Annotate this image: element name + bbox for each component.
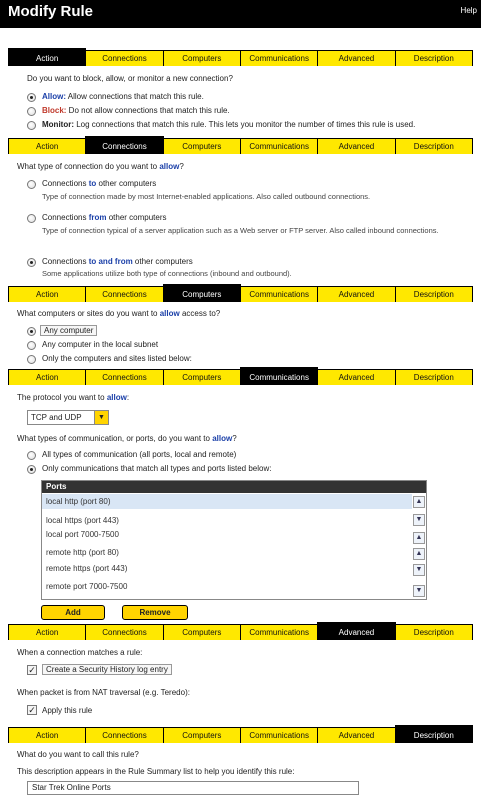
protocol-question: The protocol you want to allow: — [17, 393, 130, 402]
tab-communications[interactable]: Communications — [240, 138, 318, 154]
tab-communications[interactable]: Communications — [240, 367, 318, 385]
tab-description[interactable]: Description — [395, 138, 473, 154]
listed-ports-radio[interactable] — [27, 465, 36, 474]
conn-to-option: Connections to other computers — [42, 179, 157, 188]
advanced-match-question: When a connection matches a rule: — [17, 648, 143, 657]
scroll-up-icon[interactable]: ▲ — [413, 496, 425, 508]
title-bar — [0, 0, 481, 28]
tab-advanced[interactable]: Advanced — [317, 622, 395, 640]
tab-advanced[interactable]: Advanced — [317, 286, 395, 302]
log-entry-checkbox[interactable]: ✓ — [28, 665, 36, 675]
scroll-down-icon[interactable]: ▼ — [413, 585, 425, 597]
conn-to-desc: Type of connection made by most Internet-enabled applications. Also called outbound connections. — [42, 192, 371, 201]
local-subnet-option: Any computer in the local subnet — [42, 340, 159, 349]
any-computer-radio[interactable] — [27, 327, 36, 336]
tab-computers[interactable]: Computers — [163, 50, 241, 66]
local-subnet-radio[interactable] — [27, 341, 36, 350]
tab-computers[interactable]: Computers — [163, 624, 241, 640]
tab-advanced[interactable]: Advanced — [317, 50, 395, 66]
scroll-down-icon[interactable]: ▼ — [413, 564, 425, 576]
port-row[interactable]: local https (port 443) — [46, 516, 119, 525]
tab-connections[interactable]: Connections — [85, 286, 163, 302]
any-computer-option: Any computer — [40, 325, 97, 336]
tab-bar-computers — [8, 286, 473, 302]
tab-bar-communications — [8, 369, 473, 385]
conn-both-radio[interactable] — [27, 258, 36, 267]
description-question: What do you want to call this rule? — [17, 750, 139, 759]
tab-computers[interactable]: Computers — [163, 138, 241, 154]
tab-communications[interactable]: Communications — [240, 286, 318, 302]
conn-both-desc: Some applications utilize both type of connections (inbound and outbound). — [42, 269, 292, 278]
tab-advanced[interactable]: Advanced — [317, 138, 395, 154]
conn-from-option: Connections from other computers — [42, 213, 167, 222]
nat-question: When packet is from NAT traversal (e.g. Teredo): — [17, 688, 190, 697]
listed-ports-option: Only communications that match all types and ports listed below: — [42, 464, 272, 473]
conn-from-desc: Type of connection typical of a server application such as a Web server or FTP server. Also called inbound connections. — [42, 226, 439, 235]
computers-question: What computers or sites do you want to allow access to? — [17, 309, 221, 318]
window-title: Modify Rule — [8, 3, 93, 20]
add-button[interactable]: Add — [41, 605, 105, 620]
apply-rule-label: Apply this rule — [42, 706, 93, 715]
tab-connections[interactable]: Connections — [85, 727, 163, 743]
tab-computers[interactable]: Computers — [163, 284, 241, 302]
tab-description[interactable]: Description — [395, 624, 473, 640]
tab-communications[interactable]: Communications — [240, 624, 318, 640]
tab-connections[interactable]: Connections — [85, 624, 163, 640]
port-row[interactable]: local http (port 80) — [42, 494, 412, 509]
ports-list[interactable] — [41, 480, 427, 600]
ports-header: Ports — [42, 481, 426, 493]
monitor-option: Monitor: Log connections that match this rule. This lets you monitor the number of times this rule is used. — [42, 120, 416, 129]
tab-computers[interactable]: Computers — [163, 727, 241, 743]
tab-advanced[interactable]: Advanced — [317, 727, 395, 743]
tab-communications[interactable]: Communications — [240, 50, 318, 66]
scroll-up-icon[interactable]: ▲ — [413, 548, 425, 560]
port-row[interactable]: local port 7000-7500 — [46, 530, 119, 539]
action-question: Do you want to block, allow, or monitor a new connection? — [27, 74, 233, 83]
block-radio[interactable] — [27, 107, 36, 116]
monitor-radio[interactable] — [27, 121, 36, 130]
port-row[interactable]: remote port 7000-7500 — [46, 582, 128, 591]
chevron-down-icon[interactable]: ▼ — [94, 411, 108, 424]
listed-computers-radio[interactable] — [27, 355, 36, 364]
tab-action[interactable]: Action — [8, 369, 86, 385]
port-row[interactable]: remote http (port 80) — [46, 548, 119, 557]
block-option: Block: Do not allow connections that match this rule. — [42, 106, 230, 115]
protocol-value: TCP and UDP — [31, 413, 82, 422]
allow-radio[interactable] — [27, 93, 36, 102]
description-hint: This description appears in the Rule Summary list to help you identify this rule: — [17, 767, 295, 776]
all-ports-radio[interactable] — [27, 451, 36, 460]
help-link[interactable]: Help — [460, 6, 477, 15]
tab-action[interactable]: Action — [8, 138, 86, 154]
rule-name-input[interactable]: Star Trek Online Ports — [27, 781, 359, 795]
remove-button[interactable]: Remove — [122, 605, 188, 620]
tab-description[interactable]: Description — [395, 369, 473, 385]
tab-advanced[interactable]: Advanced — [317, 369, 395, 385]
tab-communications[interactable]: Communications — [240, 727, 318, 743]
tab-description[interactable]: Description — [395, 725, 473, 743]
listed-computers-option: Only the computers and sites listed below: — [42, 354, 192, 363]
port-row[interactable]: remote https (port 443) — [46, 564, 128, 573]
allow-option: Allow: Allow connections that match this rule. — [42, 92, 204, 101]
tab-connections[interactable]: Connections — [85, 136, 163, 154]
tab-action[interactable]: Action — [8, 624, 86, 640]
tab-bar-advanced — [8, 624, 473, 640]
log-entry-label: Create a Security History log entry — [42, 664, 172, 675]
conn-to-radio[interactable] — [27, 180, 36, 189]
all-ports-option: All types of communication (all ports, local and remote) — [42, 450, 237, 459]
tab-bar-connections — [8, 138, 473, 154]
tab-connections[interactable]: Connections — [85, 50, 163, 66]
tab-bar-action — [8, 50, 473, 66]
tab-computers[interactable]: Computers — [163, 369, 241, 385]
conn-from-radio[interactable] — [27, 214, 36, 223]
tab-action[interactable]: Action — [8, 286, 86, 302]
protocol-dropdown[interactable] — [27, 410, 109, 425]
tab-connections[interactable]: Connections — [85, 369, 163, 385]
scroll-up-icon[interactable]: ▲ — [413, 532, 425, 544]
conn-both-option: Connections to and from other computers — [42, 257, 193, 266]
scroll-down-icon[interactable]: ▼ — [413, 514, 425, 526]
tab-bar-description — [8, 727, 473, 743]
tab-description[interactable]: Description — [395, 50, 473, 66]
apply-rule-checkbox[interactable]: ✓ — [28, 705, 36, 715]
tab-action[interactable]: Action — [8, 727, 86, 743]
ports-question: What types of communication, or ports, do you want to allow? — [17, 434, 237, 443]
connections-question: What type of connection do you want to allow? — [17, 162, 184, 171]
tab-description[interactable]: Description — [395, 286, 473, 302]
tab-action[interactable]: Action — [8, 48, 86, 66]
